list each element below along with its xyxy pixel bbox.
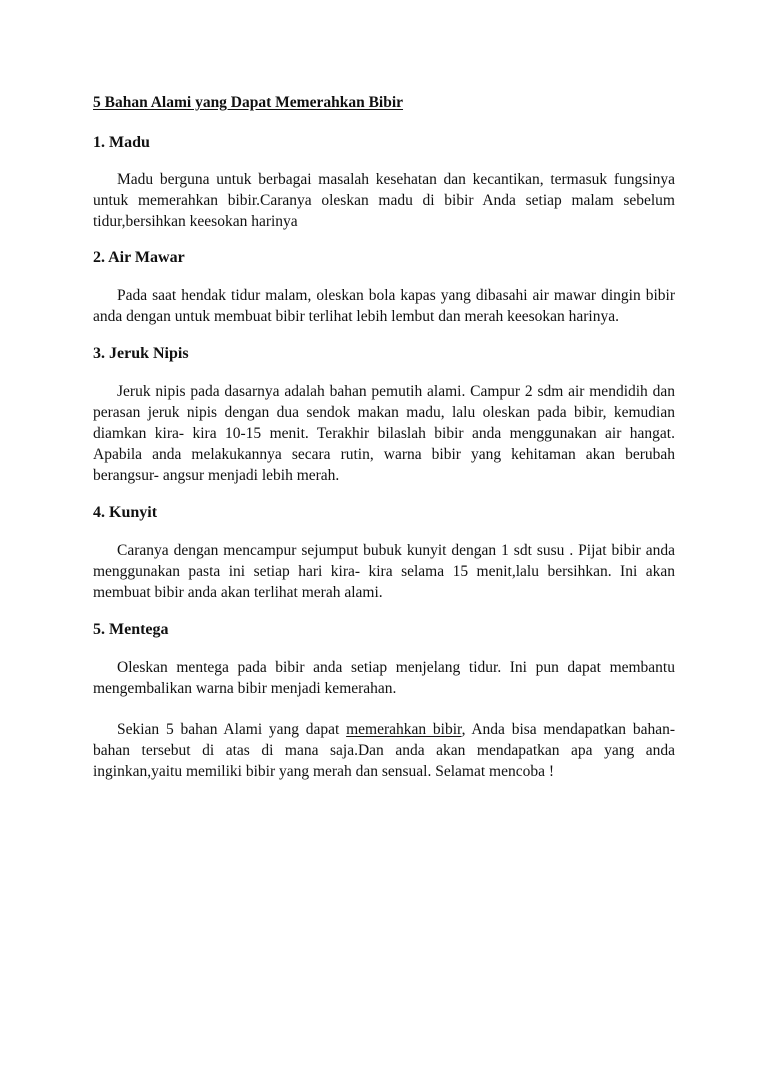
section-text-air-mawar: Pada saat hendak tidur malam, oleskan bola kapas yang dibasahi air mawar dingin bibir anda dengan untuk membuat bibir terlihat lebih lembut dan merah keesokan harinya. [93, 287, 675, 325]
section-text-kunyit: Caranya dengan mencampur sejumput bubuk kunyit dengan 1 sdt susu . Pijat bibir anda menggunakan pasta ini setiap hari kira- kira selama 15 menit,lalu bersihkan. Ini akan membuat bibir anda akan terlihat merah alami. [93, 542, 675, 601]
section-heading-mentega: 5. Mentega [93, 621, 169, 638]
section-text-jeruk-nipis: Jeruk nipis pada dasarnya adalah bahan pemutih alami. Campur 2 sdm air mendidih dan perasan jeruk nipis dengan dua sendok makan madu, lalu oleskan pada bibir, kemudian diamkan kira- kira 10-15 menit. Terakhir bilaslah bibir anda menggunakan air hangat. Apabila anda melakukannya secara rutin, warna bibir yang kehitaman akan berubah berangsur- angsur menjadi lebih merah. [93, 383, 675, 484]
memerahkan-bibir-link[interactable]: memerahkan bibir [346, 721, 462, 738]
section-body-mentega [93, 657, 675, 699]
section-body-air-mawar [93, 285, 675, 327]
closing-text-after-link: , Anda bisa mendapatkan bahan- bahan tersebut di atas di mana saja.Dan anda akan mendapatkan apa yang anda inginkan,yaitu memiliki bibir yang merah dan sensual. Selamat mencoba ! [93, 721, 675, 780]
section-body-madu [93, 169, 675, 232]
section-text-madu: Madu berguna untuk berbagai masalah kesehatan dan kecantikan, termasuk fungsinya untuk memerahkan bibir.Caranya oleskan madu di bibir Anda setiap malam sebelum tidur,bersihkan keesokan harinya [93, 171, 675, 230]
section-heading-jeruk-nipis: 3. Jeruk Nipis [93, 345, 189, 362]
document-title: 5 Bahan Alami yang Dapat Memerahkan Bibir [93, 94, 404, 111]
closing-text-before-link: Sekian 5 bahan Alami yang dapat [117, 721, 347, 738]
section-text-mentega: Oleskan mentega pada bibir anda setiap menjelang tidur. Ini pun dapat membantu mengembalikan warna bibir menjadi kemerahan. [93, 659, 675, 697]
section-heading-air-mawar: 2. Air Mawar [93, 249, 185, 266]
document-page [93, 92, 675, 782]
section-body-kunyit [93, 540, 675, 603]
section-heading-madu: 1. Madu [93, 134, 150, 151]
section-heading-kunyit: 4. Kunyit [93, 504, 158, 521]
section-body-jeruk-nipis [93, 381, 675, 486]
closing-paragraph [93, 719, 675, 782]
